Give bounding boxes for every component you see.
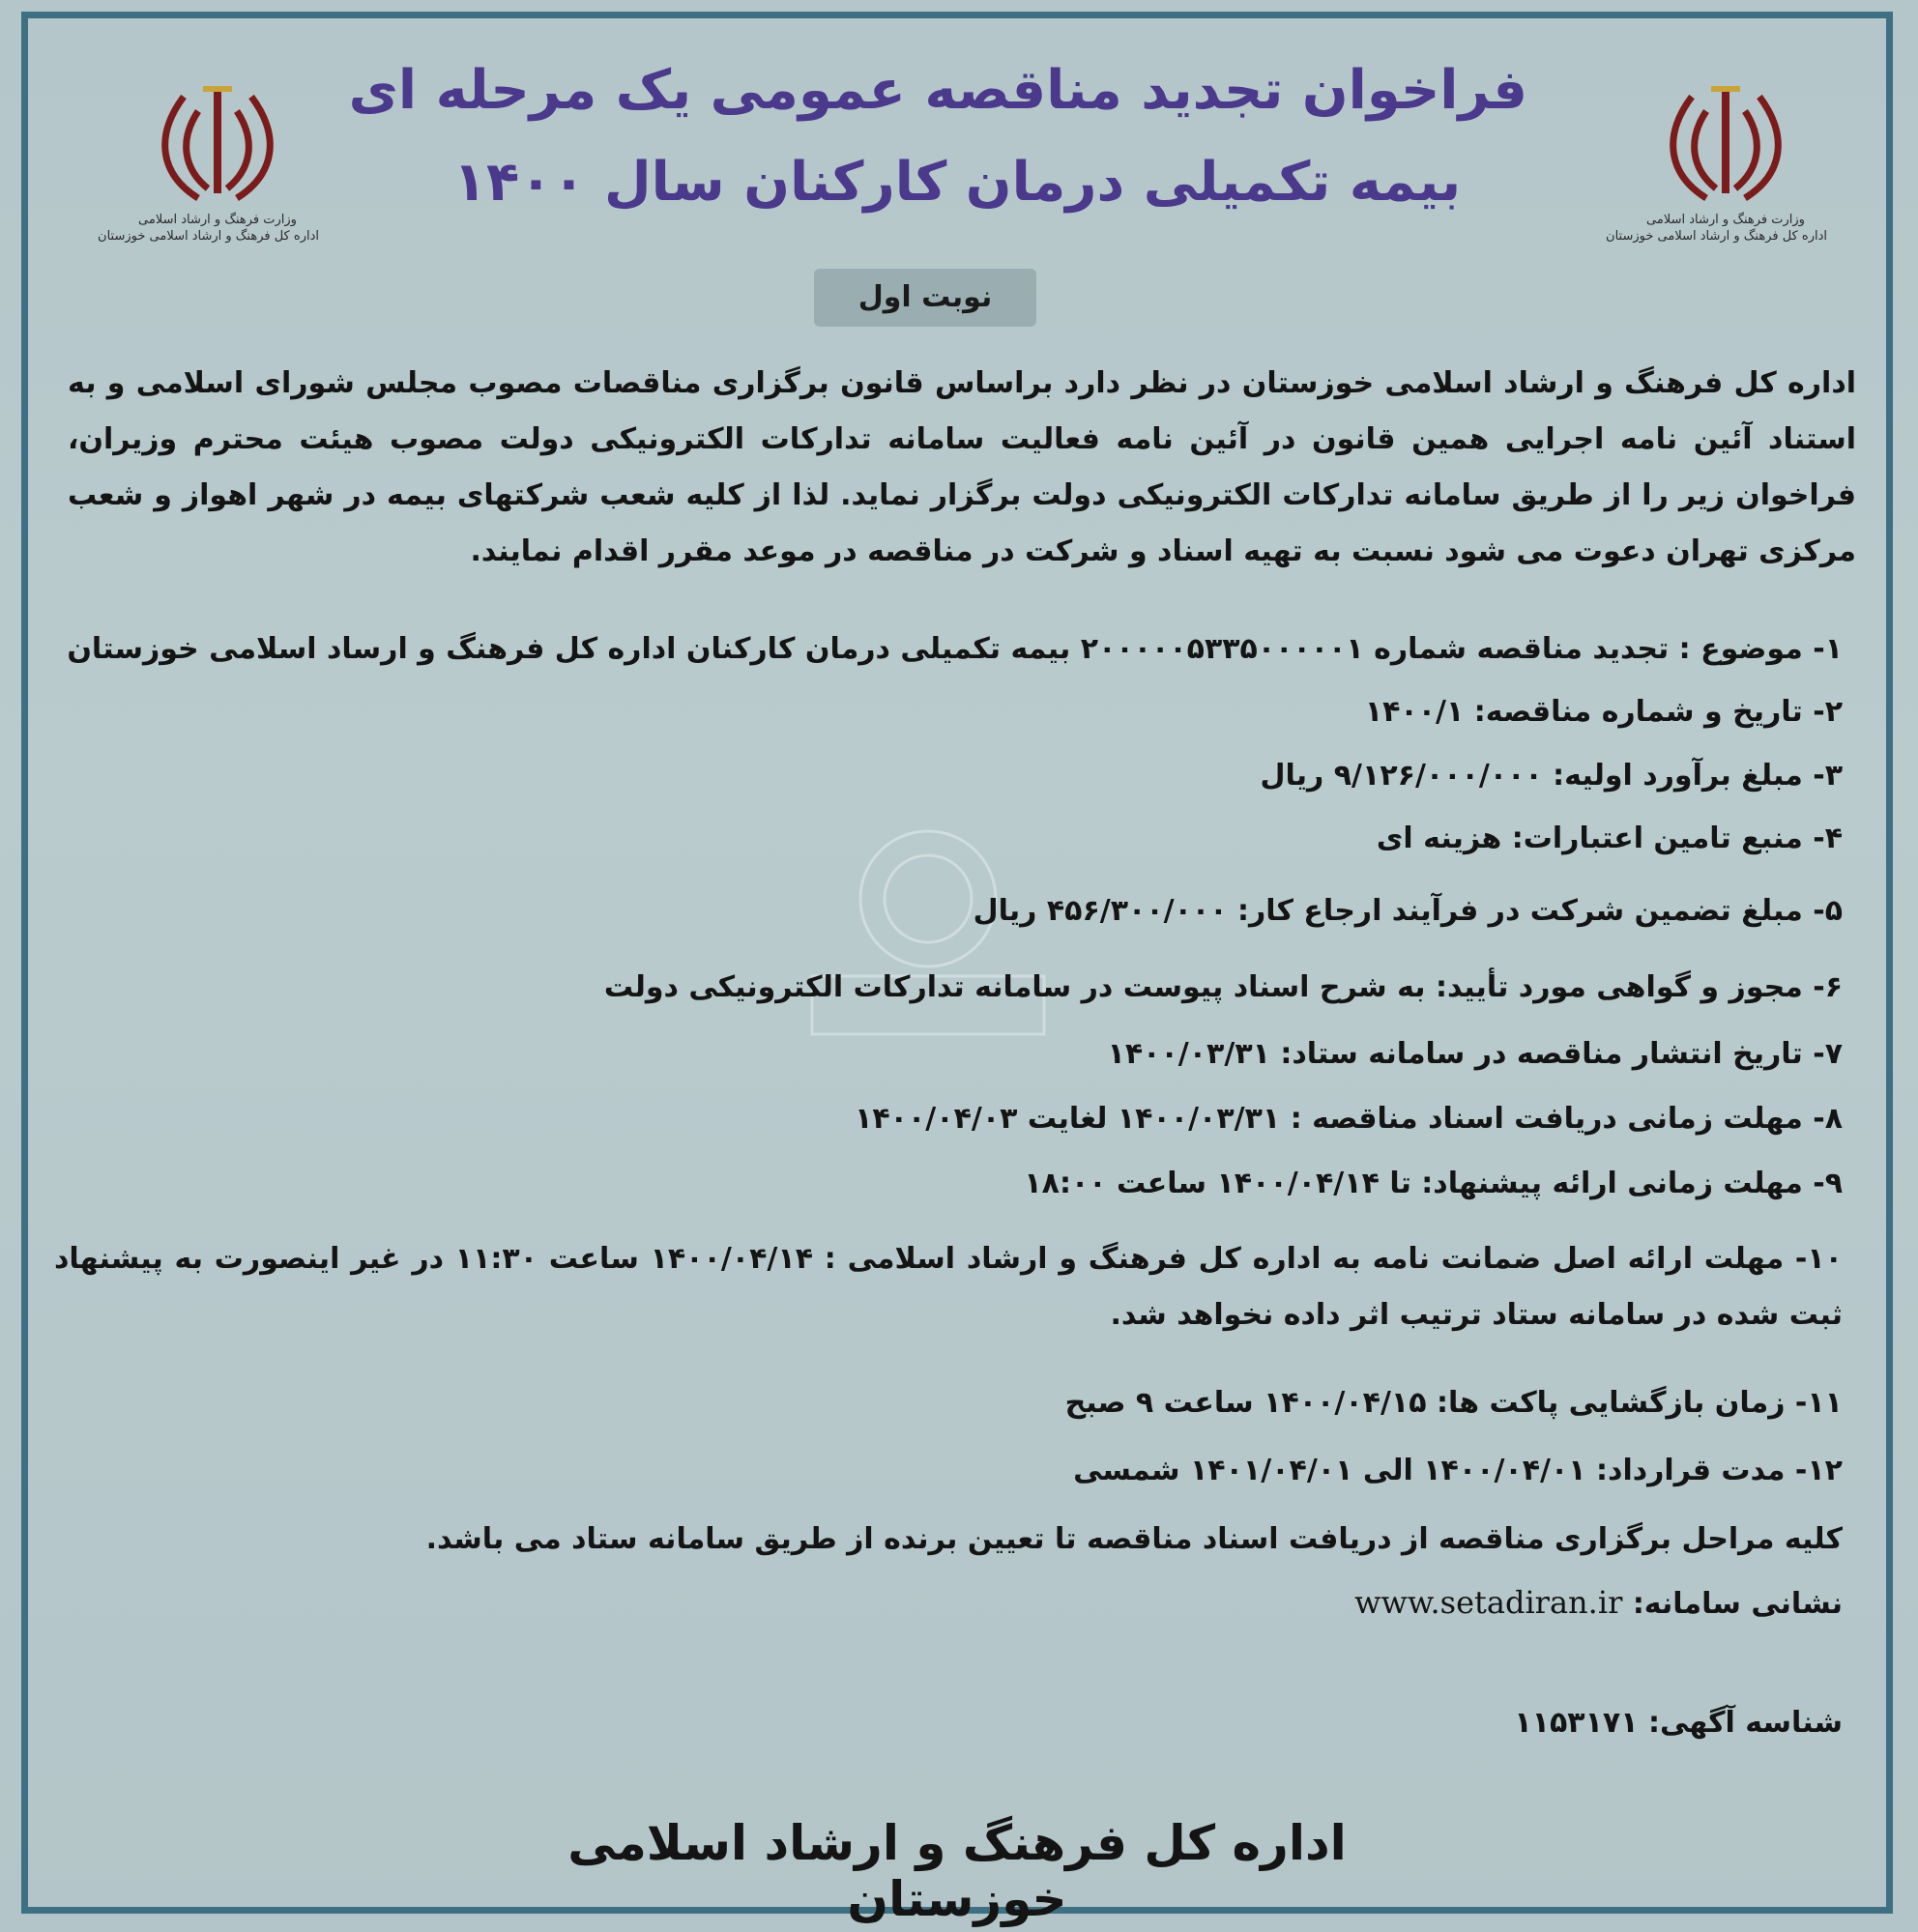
system-address-label: نشانی سامانه: bbox=[1632, 1587, 1843, 1621]
item-1-subject: ۱- موضوع : تجدید مناقصه شماره ۲۰۰۰۰۰۵۳۳۵۰۰۰۰۰۱ بیمه تکمیلی درمان کارکنان اداره کل فرهنگ و ارساد اسلامی خوزستان bbox=[67, 632, 1843, 666]
item-11-opening-time: ۱۱- زمان بازگشایی پاکت ها: ۱۴۰۰/۰۴/۱۵ ساعت ۹ صبح bbox=[1064, 1386, 1843, 1420]
item-2-date-number: ۲- تاریخ و شماره مناقصه: ۱۴۰۰/۱ bbox=[1364, 695, 1843, 729]
item-6-permit: ۶- مجوز و گواهی مورد تأیید: به شرح اسناد پیوست در سامانه تدارکات الکترونیکی دولت bbox=[603, 970, 1843, 1004]
system-address-row bbox=[1354, 1575, 1843, 1631]
item-9-bid-deadline: ۹- مهلت زمانی ارائه پیشنهاد: تا ۱۴۰۰/۰۴/۱۴ ساعت ۱۸:۰۰ bbox=[1024, 1167, 1843, 1200]
item-5-guarantee: ۵- مبلغ تضمین شرکت در فرآیند ارجاع کار: ۴۵۶/۳۰۰/۰۰۰ ریال bbox=[973, 894, 1843, 928]
item-8-docs-deadline: ۸- مهلت زمانی دریافت اسناد مناقصه : ۱۴۰۰/۰۳/۳۱ لغایت ۱۴۰۰/۰۴/۰۳ bbox=[855, 1102, 1843, 1136]
emblem-right bbox=[1606, 77, 1827, 300]
procedure-note: کلیه مراحل برگزاری مناقصه از دریافت اسناد مناقصه تا تعیین برنده از طریق سامانه ستاد می باشد. bbox=[425, 1522, 1843, 1556]
iran-emblem-icon bbox=[1653, 77, 1798, 213]
emblem-caption-1: وزارت فرهنگ و ارشاد اسلامی bbox=[1646, 213, 1805, 227]
emblem-left bbox=[98, 77, 319, 300]
item-4-funding: ۴- منبع تامین اعتبارات: هزینه ای bbox=[1376, 822, 1843, 855]
intro-paragraph: اداره کل فرهنگ و ارشاد اسلامی خوزستان در نظر دارد براساس قانون برگزاری مناقصات مصوب مجلس شورای اسلامی و به استناد آئین نامه اجرایی همین قانون در آئین نامه فعالیت سامانه تدارکات الکترونیکی دولت مصوب هیئت محترم وزیران، فراخوان زیر را از طریق سامانه تدارکات الکترونیکی دولت برگزار نماید. لذا از کلیه شعب شرکتهای بیمه در شهر اهواز و شعب مرکزی تهران دعوت می شود نسبت به تهیه اسناد و شرکت در مناقصه در موعد مقرر اقدام نمایند. bbox=[68, 366, 1856, 568]
item-7-publish-date: ۷- تاریخ انتشار مناقصه در سامانه ستاد: ۱۴۰۰/۰۳/۳۱ bbox=[1107, 1037, 1843, 1071]
ad-id: شناسه آگهی: ۱۱۵۳۱۷۱ bbox=[1514, 1706, 1843, 1740]
footer-organization: اداره کل فرهنگ و ارشاد اسلامی خوزستان bbox=[567, 1815, 1347, 1927]
round-badge: نوبت اول bbox=[814, 269, 1036, 327]
item-10-guarantee-deadline: ۱۰- مهلت ارائه اصل ضمانت نامه به اداره کل فرهنگ و ارشاد اسلامی : ۱۴۰۰/۰۴/۱۴ ساعت ۱۱:۳۰ در غیر اینصورت به پیشنهاد ثبت شده در سامانه ستاد ترتیب اثر داده نخواهد شد. bbox=[54, 1242, 1843, 1332]
emblem-caption-2: اداره کل فرهنگ و ارشاد اسلامی خوزستان bbox=[1606, 228, 1827, 244]
item-3-estimate: ۳- مبلغ برآورد اولیه: ۹/۱۲۶/۰۰۰/۰۰۰ ریال bbox=[1260, 759, 1843, 793]
emblem-caption-1: وزارت فرهنگ و ارشاد اسلامی bbox=[138, 213, 297, 227]
notice-title-line-1: فراخوان تجدید مناقصه عمومی یک مرحله ای bbox=[348, 59, 1527, 122]
item-12-contract-duration: ۱۲- مدت قرارداد: ۱۴۰۰/۰۴/۰۱ الی ۱۴۰۱/۰۴/۰۱ شمسی bbox=[1073, 1454, 1843, 1487]
system-url-link[interactable]: www.setadiran.ir bbox=[1354, 1584, 1623, 1621]
notice-title-line-2: بیمه تکمیلی درمان کارکنان سال ۱۴۰۰ bbox=[452, 151, 1462, 214]
emblem-caption-2: اداره کل فرهنگ و ارشاد اسلامی خوزستان bbox=[98, 228, 319, 244]
iran-emblem-icon bbox=[145, 77, 290, 213]
